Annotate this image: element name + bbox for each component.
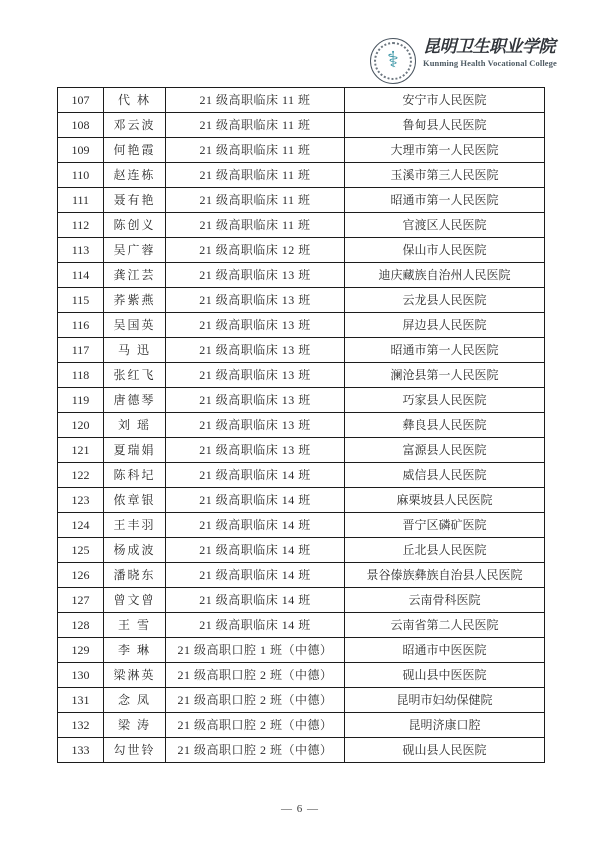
cell-row-number: 116 [58,313,104,338]
cell-row-number: 120 [58,413,104,438]
cell-class: 21 级高职口腔 2 班（中德） [166,738,345,763]
cell-hospital: 玉溪市第三人民医院 [345,163,545,188]
cell-row-number: 122 [58,463,104,488]
college-wordmark [423,36,555,69]
cell-class: 21 级高职临床 14 班 [166,613,345,638]
cell-student-name: 潘晓东 [104,563,166,588]
cell-class: 21 级高职临床 13 班 [166,313,345,338]
cell-hospital: 安宁市人民医院 [345,88,545,113]
cell-class: 21 级高职临床 11 班 [166,88,345,113]
cell-row-number: 108 [58,113,104,138]
table-row [58,288,545,313]
cell-class: 21 级高职临床 13 班 [166,438,345,463]
table-row [58,713,545,738]
cell-hospital: 砚山县中医医院 [345,663,545,688]
table-row [58,588,545,613]
cell-class: 21 级高职临床 11 班 [166,113,345,138]
cell-student-name: 何艳霞 [104,138,166,163]
table-row [58,463,545,488]
cell-student-name: 陈科圮 [104,463,166,488]
cell-student-name: 夏瑞娟 [104,438,166,463]
cell-hospital: 云龙县人民医院 [345,288,545,313]
cell-student-name: 唐德琴 [104,388,166,413]
cell-student-name: 赵连栋 [104,163,166,188]
table-row [58,138,545,163]
cell-class: 21 级高职口腔 2 班（中德） [166,663,345,688]
cell-class: 21 级高职临床 11 班 [166,163,345,188]
table-row [58,538,545,563]
table-row [58,738,545,763]
cell-student-name: 代 林 [104,88,166,113]
cell-class: 21 级高职口腔 2 班（中德） [166,688,345,713]
cell-hospital: 砚山县人民医院 [345,738,545,763]
cell-row-number: 126 [58,563,104,588]
cell-hospital: 迪庆藏族自治州人民医院 [345,263,545,288]
cell-hospital: 昭通市第一人民医院 [345,338,545,363]
cell-class: 21 级高职临床 14 班 [166,563,345,588]
student-table-container [57,87,544,763]
table-row [58,563,545,588]
student-table [57,87,545,763]
cell-student-name: 陈创义 [104,213,166,238]
college-name-en: Kunming Health Vocational College [423,58,557,68]
table-row [58,263,545,288]
cell-student-name: 念 凤 [104,688,166,713]
cell-row-number: 113 [58,238,104,263]
cell-row-number: 117 [58,338,104,363]
cell-hospital: 昭通市中医医院 [345,638,545,663]
cell-row-number: 118 [58,363,104,388]
cell-hospital: 晋宁区磷矿医院 [345,513,545,538]
cell-hospital: 大理市第一人民医院 [345,138,545,163]
cell-hospital: 保山市人民医院 [345,238,545,263]
cell-student-name: 刘 瑶 [104,413,166,438]
cell-class: 21 级高职临床 14 班 [166,488,345,513]
cell-class: 21 级高职临床 13 班 [166,363,345,388]
cell-row-number: 127 [58,588,104,613]
student-table-body [58,88,545,763]
cell-hospital: 官渡区人民医院 [345,213,545,238]
cell-row-number: 121 [58,438,104,463]
cell-row-number: 132 [58,713,104,738]
table-row [58,163,545,188]
cell-student-name: 张红飞 [104,363,166,388]
table-row [58,238,545,263]
cell-row-number: 123 [58,488,104,513]
cell-row-number: 110 [58,163,104,188]
cell-student-name: 梁淋英 [104,663,166,688]
cell-hospital: 彝良县人民医院 [345,413,545,438]
table-row [58,188,545,213]
table-row [58,338,545,363]
table-row [58,488,545,513]
cell-hospital: 景谷傣族彝族自治县人民医院 [345,563,545,588]
table-row [58,613,545,638]
cell-class: 21 级高职临床 13 班 [166,263,345,288]
cell-class: 21 级高职临床 13 班 [166,338,345,363]
cell-student-name: 勾世铃 [104,738,166,763]
table-row [58,413,545,438]
cell-hospital: 昆明济康口腔 [345,713,545,738]
cell-class: 21 级高职临床 13 班 [166,388,345,413]
cell-student-name: 王 雪 [104,613,166,638]
table-row [58,638,545,663]
cell-row-number: 119 [58,388,104,413]
cell-class: 21 级高职临床 11 班 [166,138,345,163]
cell-row-number: 114 [58,263,104,288]
cell-hospital: 威信县人民医院 [345,463,545,488]
cell-row-number: 128 [58,613,104,638]
cell-row-number: 131 [58,688,104,713]
table-row [58,688,545,713]
cell-class: 21 级高职临床 11 班 [166,213,345,238]
cell-row-number: 124 [58,513,104,538]
table-row [58,363,545,388]
table-row [58,438,545,463]
cell-class: 21 级高职口腔 2 班（中德） [166,713,345,738]
cell-student-name: 荞紫燕 [104,288,166,313]
college-seal-icon [370,38,416,84]
medical-caduceus-icon: ⚕ [387,48,399,73]
header [370,36,555,86]
cell-hospital: 鲁甸县人民医院 [345,113,545,138]
seal-ring [374,42,412,80]
cell-hospital: 富源县人民医院 [345,438,545,463]
cell-student-name: 杨成波 [104,538,166,563]
table-row [58,113,545,138]
cell-hospital: 屏边县人民医院 [345,313,545,338]
cell-row-number: 109 [58,138,104,163]
cell-row-number: 112 [58,213,104,238]
cell-row-number: 111 [58,188,104,213]
cell-class: 21 级高职临床 13 班 [166,288,345,313]
cell-row-number: 107 [58,88,104,113]
cell-student-name: 邓云波 [104,113,166,138]
cell-class: 21 级高职口腔 1 班（中德） [166,638,345,663]
cell-student-name: 聂有艳 [104,188,166,213]
cell-student-name: 王丰羽 [104,513,166,538]
cell-hospital: 昆明市妇幼保健院 [345,688,545,713]
cell-hospital: 巧家县人民医院 [345,388,545,413]
cell-class: 21 级高职临床 13 班 [166,413,345,438]
cell-class: 21 级高职临床 14 班 [166,513,345,538]
cell-hospital: 昭通市第一人民医院 [345,188,545,213]
page-number: — 6 — [281,803,319,815]
cell-hospital: 澜沧县第一人民医院 [345,363,545,388]
cell-hospital: 云南省第二人民医院 [345,613,545,638]
cell-row-number: 125 [58,538,104,563]
cell-row-number: 133 [58,738,104,763]
table-row [58,213,545,238]
cell-class: 21 级高职临床 14 班 [166,588,345,613]
cell-row-number: 129 [58,638,104,663]
cell-student-name: 曾文曾 [104,588,166,613]
cell-hospital: 云南骨科医院 [345,588,545,613]
college-name-zh: 昆明卫生职业学院 [423,37,555,56]
cell-student-name: 龚江芸 [104,263,166,288]
cell-student-name: 侬章银 [104,488,166,513]
cell-class: 21 级高职临床 14 班 [166,463,345,488]
table-row [58,388,545,413]
cell-class: 21 级高职临床 11 班 [166,188,345,213]
cell-student-name: 吴广蓉 [104,238,166,263]
cell-student-name: 吴国英 [104,313,166,338]
cell-hospital: 麻栗坡县人民医院 [345,488,545,513]
cell-student-name: 李 琳 [104,638,166,663]
cell-class: 21 级高职临床 14 班 [166,538,345,563]
table-row [58,88,545,113]
cell-student-name: 梁 涛 [104,713,166,738]
cell-hospital: 丘北县人民医院 [345,538,545,563]
cell-class: 21 级高职临床 12 班 [166,238,345,263]
cell-row-number: 115 [58,288,104,313]
cell-student-name: 马 迅 [104,338,166,363]
table-row [58,513,545,538]
cell-row-number: 130 [58,663,104,688]
table-row [58,313,545,338]
table-row [58,663,545,688]
